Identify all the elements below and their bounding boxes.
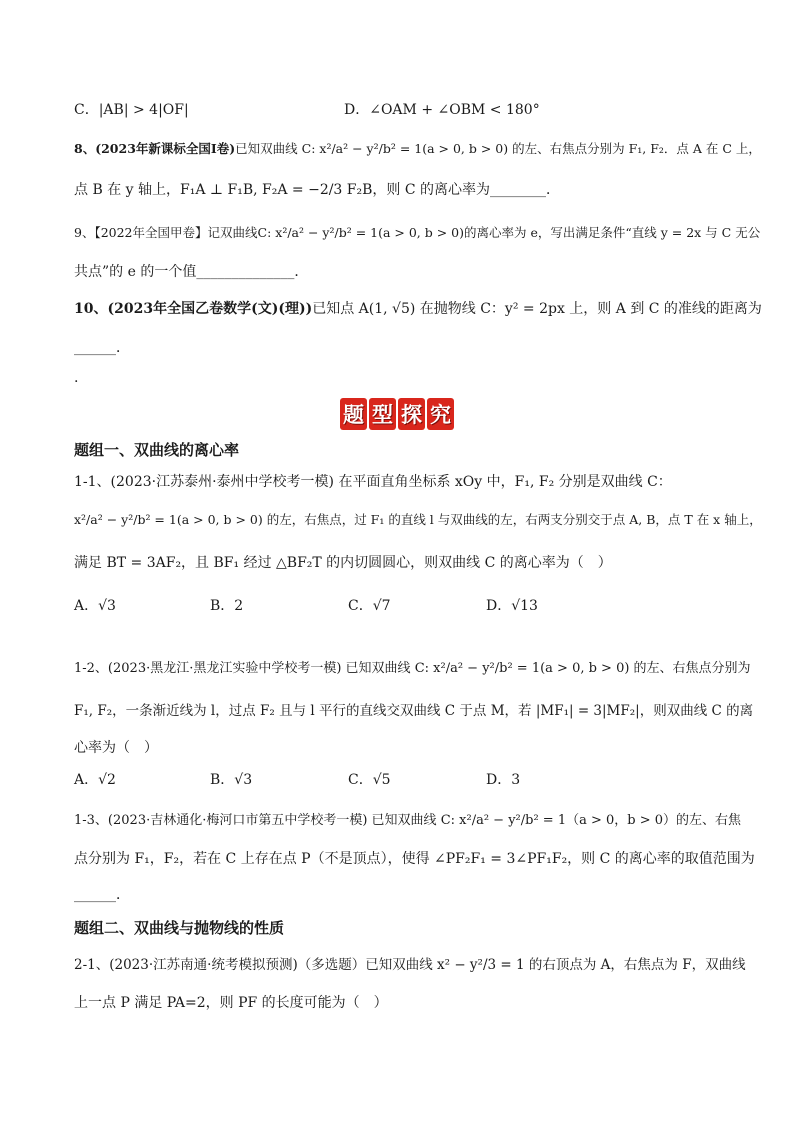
question-8-text-1: 已知双曲线 C: x²/a² − y²/b² = 1(a > 0, b > 0) 的左、右焦点分别为 F₁, F₂．点 A 在 C 上，: [235, 141, 761, 156]
option-d-previous: D．∠OAM + ∠OBM < 180°: [344, 102, 540, 118]
question-10-line-2: ______．: [74, 340, 130, 356]
banner-char-3: 探: [398, 398, 425, 430]
banner-char-4: 究: [427, 398, 454, 430]
problem-1-2-option-d: D．3: [486, 772, 521, 788]
problem-1-2-line-3: 心率为（ ）: [74, 740, 158, 756]
problem-1-2-option-c: C．√5: [348, 772, 391, 788]
question-8-source: 8、(2023年新课标全国Ⅰ卷): [74, 141, 236, 156]
problem-1-2-line-1: 1-2、(2023·黑龙江·黑龙江实验中学校考一模) 已知双曲线 C: x²/a² − y²/b² = 1(a > 0, b > 0) 的左、右焦点分别为: [74, 661, 751, 676]
question-8-line-2: 点 B 在 y 轴上，F₁A ⊥ F₁B, F₂A = −2/3 F₂B，则 C 的离心率为________．: [74, 182, 561, 198]
problem-1-2-option-a: A．√2: [74, 772, 116, 788]
group-1-title: 题组一、双曲线的离心率: [74, 441, 240, 459]
problem-1-2-option-b: B．√3: [210, 772, 253, 788]
problem-1-1-option-c: C．√7: [348, 598, 391, 614]
question-10-text-1: 已知点 A(1, √5) 在抛物线 C：y² = 2px 上，则 A 到 C 的准线的距离为: [312, 301, 762, 317]
problem-1-1-option-a: A．√3: [74, 598, 116, 614]
problem-2-1-line-1: 2-1、(2023·江苏南通·统考模拟预测)（多选题）已知双曲线 x² − y²/3 = 1 的右顶点为 A，右焦点为 F，双曲线: [74, 957, 746, 973]
question-8-line-1: [74, 139, 761, 159]
question-10-line-1: [74, 299, 762, 319]
problem-1-3-line-2: 点分别为 F₁，F₂，若在 C 上存在点 P（不是顶点），使得 ∠PF₂F₁ = 3∠PF₁F₂，则 C 的离心率的取值范围为: [74, 851, 755, 867]
problem-1-1-option-d: D．√13: [486, 598, 538, 614]
problem-1-1-option-b: B．2: [210, 598, 244, 614]
problem-1-3-line-3: ______．: [74, 887, 130, 903]
question-10-source: 10、(2023年全国乙卷数学(文)(理)): [74, 301, 313, 317]
problem-1-2-line-2: F₁, F₂，一条渐近线为 l，过点 F₂ 且与 l 平行的直线交双曲线 C 于点 M，若 |MF₁| = 3|MF₂|，则双曲线 C 的离: [74, 703, 754, 719]
problem-1-1-line-2: x²/a² − y²/b² = 1(a > 0, b > 0) 的左，右焦点，过 F₁ 的直线 l 与双曲线的左，右两支分别交于点 A, B，点 T 在 x 轴上，: [74, 512, 762, 527]
stray-dot: .: [74, 370, 79, 386]
option-c-previous: C．|AB| > 4|OF|: [74, 102, 189, 118]
question-9-line-2: 共点”的 e 的一个值______________．: [74, 264, 309, 280]
banner-char-2: 型: [369, 398, 396, 430]
problem-1-1-line-3: 满足 BT = 3AF₂，且 BF₁ 经过 △BF₂T 的内切圆圆心，则双曲线 C 的离心率为（ ）: [74, 555, 612, 571]
banner-char-1: 题: [340, 398, 367, 430]
problem-2-1-line-2: 上一点 P 满足 PA=2，则 PF 的长度可能为（ ）: [74, 995, 388, 1011]
problem-1-3-line-1: 1-3、(2023·吉林通化·梅河口市第五中学校考一模) 已知双曲线 C: x²/a² − y²/b² = 1（a > 0，b > 0）的左、右焦: [74, 813, 742, 828]
question-9-line-1: 9、【2022年全国甲卷】记双曲线C: x²/a² − y²/b² = 1(a > 0, b > 0)的离心率为 e，写出满足条件“直线 y = 2x 与 C 无公: [74, 225, 761, 240]
problem-1-1-line-1: 1-1、(2023·江苏泰州·泰州中学校考一模) 在平面直角坐标系 xOy 中，F₁, F₂ 分别是双曲线 C：: [74, 474, 672, 490]
section-banner: [340, 398, 454, 430]
group-2-title: 题组二、双曲线与抛物线的性质: [74, 919, 285, 937]
